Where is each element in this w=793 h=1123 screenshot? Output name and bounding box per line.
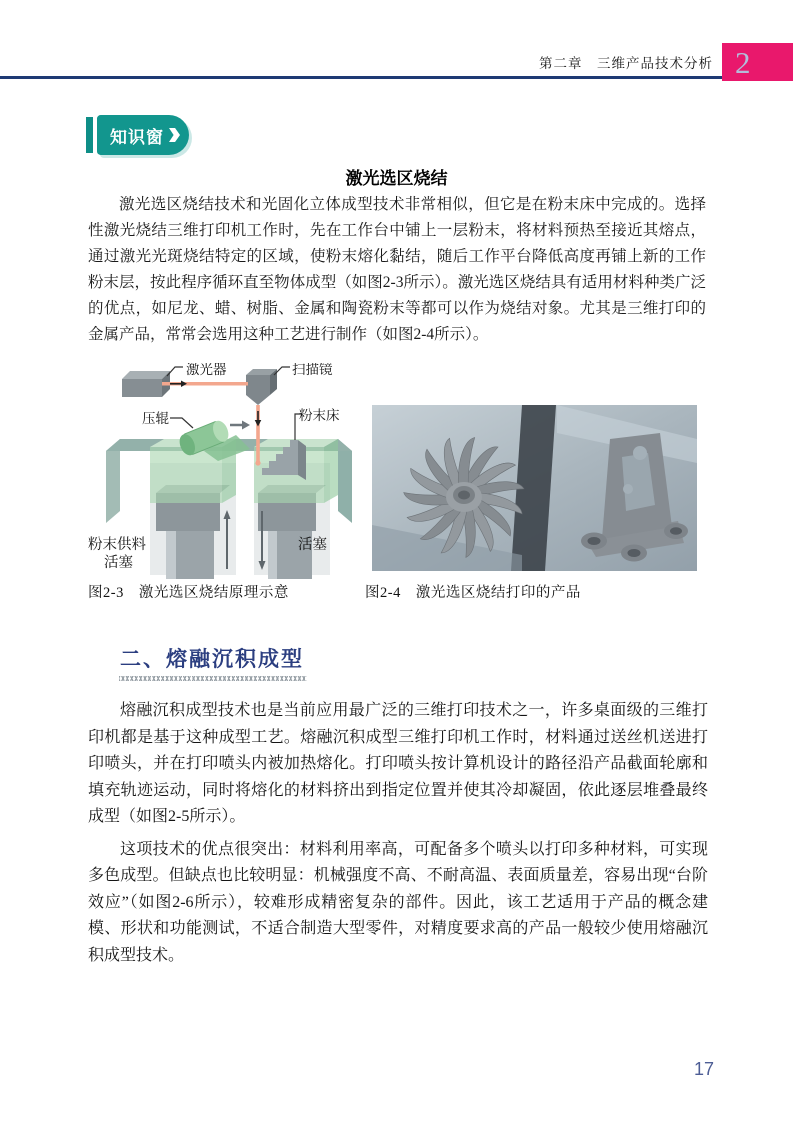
label-supply-piston-line1: 粉末供料 bbox=[88, 537, 146, 553]
bed-right-wall bbox=[338, 439, 352, 523]
chapter-number: 2 bbox=[735, 44, 751, 80]
figure-2-4-caption: 图2-4 激光选区烧结打印的产品 bbox=[365, 585, 581, 601]
badge-label: 知识窗 bbox=[110, 127, 164, 147]
header-rule bbox=[0, 76, 793, 79]
section-body bbox=[88, 698, 708, 969]
roller-motion-arrow bbox=[230, 421, 250, 430]
chevron-right-icon bbox=[169, 128, 180, 142]
section-paragraph-2: 这项技术的优点很突出：材料利用率高，可配备多个喷头以打印多种材料，可实现多色成型。但缺点也比较明显：机械强度不高、不耐高温、表面质量差，容易出现“台阶效应”（如图2-6所示），较难形成精密复杂的部件。因此，该工艺适用于产品的概念建模、形状和功能测试，不适合制造大型零件，对精度要求高的产品一般较少使用熔融沉积成型技术。 bbox=[88, 840, 708, 964]
section-heading: 二、熔融沉积成型 bbox=[120, 648, 304, 671]
figure-2-4-photo bbox=[372, 405, 697, 571]
section-heading-underline bbox=[119, 676, 307, 681]
roller-label-line bbox=[170, 418, 193, 428]
page-number: 17 bbox=[694, 1059, 715, 1079]
knowledge-window-title: 激光选区烧结 bbox=[345, 169, 448, 188]
chapter-number-badge bbox=[722, 43, 793, 81]
badge-left-bar bbox=[86, 117, 93, 153]
chapter-header-label: 第二章 三维产品技术分析 bbox=[539, 56, 713, 71]
label-powder-bed: 粉末床 bbox=[299, 408, 340, 423]
scanner-mirror-graphic bbox=[246, 369, 277, 405]
figure-2-3-caption: 图2-3 激光选区烧结原理示意 bbox=[88, 585, 289, 601]
label-roller: 压辊 bbox=[142, 411, 169, 426]
knowledge-window-paragraph: 激光选区烧结技术和光固化立体成型技术非常相似，但它是在粉末床中完成的。选择性激光烧结三维打印机工作时，先在工作台中铺上一层粉末，将材料预热至接近其熔点，通过激光光斑烧结特定的区域，使粉末熔化黏结，随后工作平台降低高度再铺上新的工作粉末层，按此程序循环直至物体成型（如图2-3所示）。激光选区烧结具有适用材料种类广泛的优点，如尼龙、蜡、树脂、金属和陶瓷粉末等都可以作为烧结对象。尤其是三维打印的金属产品，常常会选用这种工艺进行制作（如图2-4所示）。 bbox=[88, 196, 706, 343]
figure-2-3-diagram bbox=[86, 363, 362, 579]
label-laser: 激光器 bbox=[186, 363, 227, 377]
label-piston: 活塞 bbox=[298, 537, 327, 553]
label-scanner: 扫描镜 bbox=[292, 363, 333, 377]
badge-pill bbox=[97, 115, 189, 155]
section-paragraph-1: 熔融沉积成型技术也是当前应用最广泛的三维打印技术之一，许多桌面级的三维打印机都是基于这种成型工艺。熔融沉积成型三维打印机工作时，材料通过送丝机送进打印喷头，并在打印喷头内被加热熔化。打印喷头按计算机设计的路径沿产品截面轮廓和填充轨迹运动，同时将熔化的材料挤出到指定位置并使其冷却凝固，依此逐层堆叠最终成型（如图2-5所示）。 bbox=[88, 702, 708, 825]
label-supply-piston-line2: 活塞 bbox=[104, 555, 133, 571]
bed-left-wall bbox=[106, 439, 120, 523]
